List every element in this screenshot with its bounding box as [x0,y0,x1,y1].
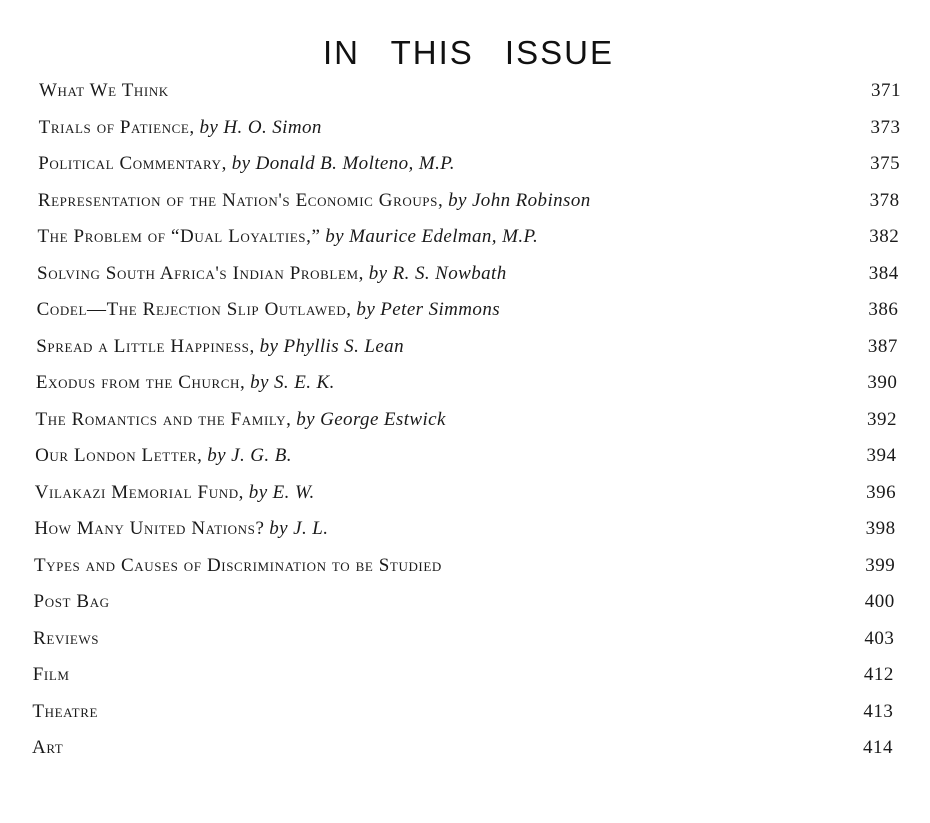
toc-entry-text [36,332,404,362]
toc-entry-text [37,295,500,325]
toc-entry [36,405,898,435]
toc-entry-page-number: 371 [871,80,901,101]
toc-entry-author: by Donald B. Molteno, M.P. [231,153,455,174]
toc-entry-title: Our London Letter, [35,445,203,466]
toc-entry-title: Art [32,737,64,758]
toc-entry-title: Political Commentary, [38,153,227,174]
toc-entry-text [34,551,442,581]
toc-entry [37,222,899,252]
toc-entry-text [37,222,538,252]
toc-entry [33,660,894,690]
toc-entry-page-number: 378 [869,189,900,211]
toc-entry-text [39,76,169,106]
toc-entry-page-number: 373 [870,116,901,138]
toc-entry-page-number: 399 [865,554,896,576]
toc-entry-page-number: 384 [868,262,899,284]
toc-entry-title: Representation of the Nation's Economic Groups, [37,189,444,211]
toc-entry-author: by George Estwick [296,408,446,430]
toc-entry-page-number: 394 [866,445,897,466]
page-title: IN THIS ISSUE [323,34,614,71]
toc-entry-text [35,441,292,471]
toc-entry [32,733,893,763]
toc-entry-text [35,478,315,508]
toc-entry-title: Spread a Little Happiness, [36,335,255,357]
toc-entry-page-number: 396 [866,481,897,503]
toc-entry-text [38,186,591,216]
toc-entry [36,368,898,398]
toc-entry-page-number: 414 [863,737,893,758]
toc-entry-page-number: 400 [864,591,895,612]
toc-entry-title: What We Think [39,80,169,101]
toc-entry-title: Vilakazi Memorial Fund, [34,481,245,503]
toc-entry [34,551,895,581]
toc-entry [37,259,899,289]
toc-entry-page-number: 386 [868,299,899,320]
toc-entry-text [34,514,328,544]
toc-entry-page-number: 390 [867,372,898,393]
toc-entry-title: Film [32,664,70,685]
toc-entry-text [36,405,446,435]
toc-entry [37,295,899,325]
toc-entry-text [39,113,322,143]
toc-entry-author: by Maurice Edelman, M.P. [325,226,539,247]
toc-entry-text [38,149,455,179]
toc-entry-author: by Peter Simmons [356,299,501,320]
toc-entry-page-number: 387 [867,335,898,357]
toc-entry-text [34,587,110,617]
toc-entry [38,149,900,179]
toc-entry [39,113,901,143]
toc-entry-author: by J. L. [269,518,329,539]
toc-entry-author: by R. S. Nowbath [368,262,507,284]
toc-entry [35,441,896,471]
toc-entry-page-number: 412 [863,664,894,685]
toc-entry-page-number: 382 [869,226,900,247]
toc-entry [38,186,900,216]
toc-entry [32,697,893,727]
toc-entry-text [32,733,63,763]
toc-entry-author: by Phyllis S. Lean [259,335,404,357]
toc-entry [36,332,898,362]
toc-entry-author: by J. G. B. [207,445,292,466]
toc-entry-text [33,660,70,690]
toc-entry-author: by H. O. Simon [199,116,322,138]
toc-entry-title: Exodus from the Church, [35,372,246,393]
toc-entry-page-number: 413 [863,700,894,722]
toc-entry-page-number: 398 [865,518,896,539]
toc-entry [39,76,901,106]
toc-entry-title: Theatre [32,700,99,722]
toc-entry [34,514,895,544]
toc-entry-author: by John Robinson [448,189,591,211]
toc-entry-text [33,624,99,654]
toc-entry-title: The Romantics and the Family, [35,408,292,430]
toc-entry-title: Types and Causes of Discrimination to be Studied [33,554,442,576]
toc-entry-title: Reviews [33,627,100,649]
toc-entry-title: Codel—The Rejection Slip Outlawed, [36,299,352,320]
toc-entry-title: Trials of Patience, [38,116,195,138]
toc-entry-title: Post Bag [33,591,110,612]
toc-entry-title: Solving South Africa's Indian Problem, [37,262,365,284]
toc-entry-page-number: 403 [864,627,895,649]
toc-entry-author: by E. W. [248,481,315,503]
toc-entry [35,478,896,508]
toc-entry-author: by S. E. K. [250,372,335,393]
toc-entry [34,587,895,617]
toc-entry-title: How Many United Nations? [34,518,265,539]
toc-entry [33,624,894,654]
toc-entry-title: The Problem of “Dual Loyalties,” [37,226,321,247]
toc-entry-page-number: 375 [870,153,901,174]
toc-entry-text [32,697,98,727]
toc-entry-page-number: 392 [867,408,897,430]
toc-entry-text [36,368,335,398]
toc-entry-text [37,259,507,289]
